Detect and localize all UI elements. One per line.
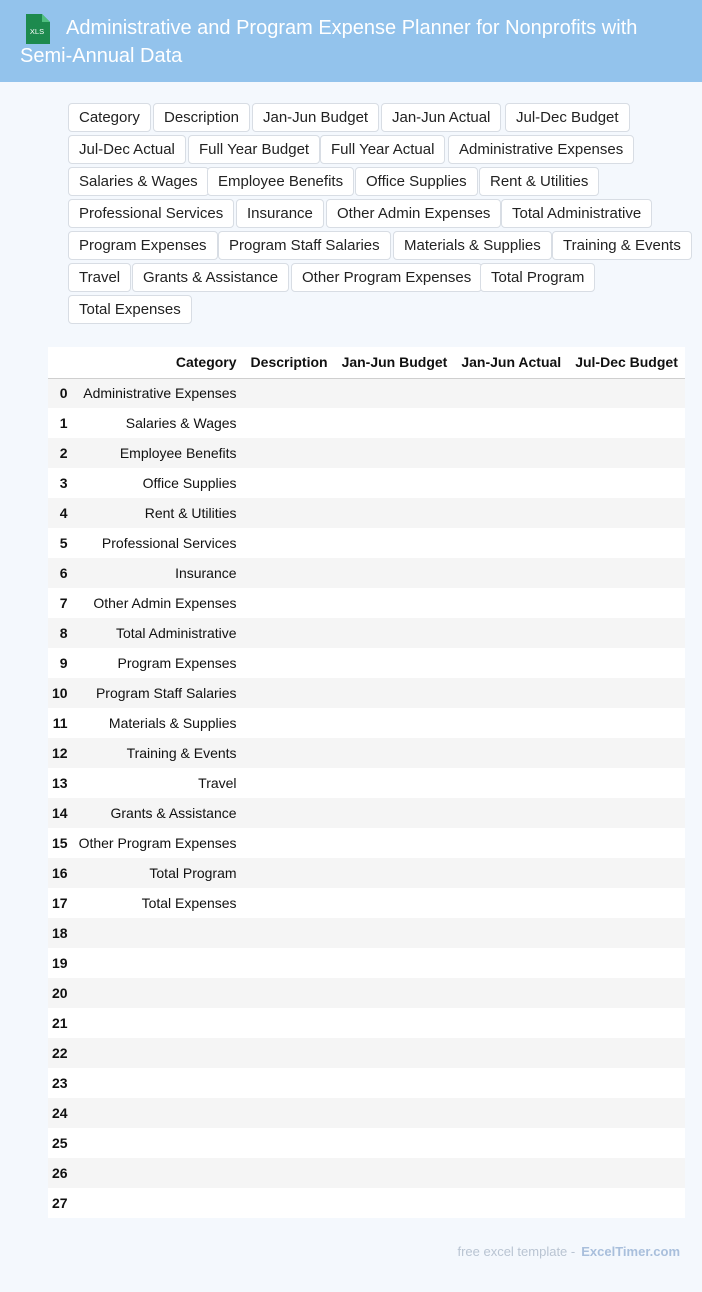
- empty-cell: [244, 798, 335, 828]
- row-index: 7: [48, 588, 72, 618]
- row-index: 18: [48, 918, 72, 948]
- column-chip[interactable]: Program Expenses: [68, 231, 218, 260]
- empty-cell: [454, 1188, 568, 1218]
- table-row[interactable]: [48, 768, 685, 798]
- category-cell: Materials & Supplies: [72, 708, 244, 738]
- category-cell: Other Program Expenses: [72, 828, 244, 858]
- column-chip[interactable]: Full Year Actual: [320, 135, 445, 164]
- row-index: 0: [48, 378, 72, 408]
- category-cell: Administrative Expenses: [72, 378, 244, 408]
- data-table: [48, 347, 685, 1218]
- category-cell: [72, 1038, 244, 1068]
- column-header[interactable]: Jul-Dec Budget: [568, 347, 685, 378]
- empty-cell: [568, 408, 685, 438]
- category-cell: [72, 1158, 244, 1188]
- empty-cell: [568, 1098, 685, 1128]
- empty-cell: [244, 978, 335, 1008]
- empty-cell: [335, 1038, 455, 1068]
- row-index: 20: [48, 978, 72, 1008]
- category-cell: [72, 1128, 244, 1158]
- row-index: 19: [48, 948, 72, 978]
- empty-cell: [335, 768, 455, 798]
- empty-cell: [244, 828, 335, 858]
- empty-cell: [454, 558, 568, 588]
- category-cell: Rent & Utilities: [72, 498, 244, 528]
- empty-cell: [244, 1038, 335, 1068]
- row-index: 21: [48, 1008, 72, 1038]
- row-index: 3: [48, 468, 72, 498]
- category-cell: [72, 1098, 244, 1128]
- empty-cell: [454, 1128, 568, 1158]
- column-header[interactable]: Jan-Jun Budget: [335, 347, 455, 378]
- column-chip[interactable]: Total Program: [480, 263, 595, 292]
- empty-cell: [454, 408, 568, 438]
- empty-cell: [244, 1158, 335, 1188]
- page-title: Administrative and Program Expense Planner for Nonprofits with Semi-Annual Data: [20, 17, 638, 67]
- empty-cell: [244, 528, 335, 558]
- column-chip[interactable]: Jul-Dec Budget: [505, 103, 630, 132]
- category-cell: [72, 1068, 244, 1098]
- column-chip[interactable]: Training & Events: [552, 231, 692, 260]
- empty-cell: [568, 1158, 685, 1188]
- empty-cell: [568, 738, 685, 768]
- empty-cell: [454, 1068, 568, 1098]
- row-index: 2: [48, 438, 72, 468]
- row-index: 17: [48, 888, 72, 918]
- empty-cell: [335, 528, 455, 558]
- empty-cell: [568, 1068, 685, 1098]
- empty-cell: [244, 1098, 335, 1128]
- table-row[interactable]: [48, 618, 685, 648]
- column-chip[interactable]: Total Expenses: [68, 295, 192, 324]
- category-cell: Total Program: [72, 858, 244, 888]
- footer-brand-link[interactable]: ExcelTimer.com: [581, 1244, 680, 1259]
- page-header: [0, 0, 702, 82]
- column-chip[interactable]: Total Administrative: [501, 199, 652, 228]
- row-index: 26: [48, 1158, 72, 1188]
- empty-cell: [568, 948, 685, 978]
- table-row[interactable]: [48, 558, 685, 588]
- column-chip[interactable]: Materials & Supplies: [393, 231, 552, 260]
- category-cell: Insurance: [72, 558, 244, 588]
- column-chip[interactable]: Other Admin Expenses: [326, 199, 501, 228]
- empty-cell: [568, 1008, 685, 1038]
- row-index: 14: [48, 798, 72, 828]
- empty-cell: [244, 858, 335, 888]
- row-index: 13: [48, 768, 72, 798]
- column-header[interactable]: Category: [72, 347, 244, 378]
- empty-cell: [568, 768, 685, 798]
- empty-cell: [568, 1128, 685, 1158]
- empty-cell: [244, 468, 335, 498]
- category-cell: Grants & Assistance: [72, 798, 244, 828]
- empty-cell: [568, 978, 685, 1008]
- empty-cell: [454, 468, 568, 498]
- column-chip[interactable]: Salaries & Wages: [68, 167, 209, 196]
- column-chip[interactable]: Jul-Dec Actual: [68, 135, 186, 164]
- empty-cell: [244, 378, 335, 408]
- empty-cell: [454, 708, 568, 738]
- empty-cell: [568, 828, 685, 858]
- table-row[interactable]: [48, 798, 685, 828]
- footer-prefix: free excel template -: [457, 1244, 576, 1259]
- category-cell: Program Staff Salaries: [72, 678, 244, 708]
- empty-cell: [335, 378, 455, 408]
- column-chip[interactable]: Category: [68, 103, 151, 132]
- column-chip[interactable]: Jan-Jun Actual: [381, 103, 501, 132]
- empty-cell: [335, 618, 455, 648]
- column-chip[interactable]: Office Supplies: [355, 167, 478, 196]
- empty-cell: [335, 1188, 455, 1218]
- empty-cell: [335, 438, 455, 468]
- empty-cell: [244, 1128, 335, 1158]
- column-header[interactable]: Jan-Jun Actual: [454, 347, 568, 378]
- empty-cell: [454, 588, 568, 618]
- table-row[interactable]: [48, 708, 685, 738]
- empty-cell: [244, 768, 335, 798]
- table-row[interactable]: [48, 1128, 685, 1158]
- empty-cell: [244, 618, 335, 648]
- category-cell: Employee Benefits: [72, 438, 244, 468]
- table-row[interactable]: [48, 378, 685, 408]
- empty-cell: [244, 1188, 335, 1218]
- empty-cell: [568, 918, 685, 948]
- empty-cell: [335, 978, 455, 1008]
- table-row[interactable]: [48, 528, 685, 558]
- data-table-container[interactable]: [52, 347, 678, 1218]
- empty-cell: [244, 558, 335, 588]
- table-row[interactable]: [48, 648, 685, 678]
- category-cell: Travel: [72, 768, 244, 798]
- empty-cell: [454, 948, 568, 978]
- category-cell: Office Supplies: [72, 468, 244, 498]
- category-cell: Training & Events: [72, 738, 244, 768]
- column-chip[interactable]: Rent & Utilities: [479, 167, 599, 196]
- column-chip[interactable]: Other Program Expenses: [291, 263, 482, 292]
- category-cell: Program Expenses: [72, 648, 244, 678]
- row-index: 22: [48, 1038, 72, 1068]
- index-column-header: [48, 347, 72, 378]
- row-index: 12: [48, 738, 72, 768]
- column-chip[interactable]: Program Staff Salaries: [218, 231, 391, 260]
- empty-cell: [568, 678, 685, 708]
- empty-cell: [454, 1038, 568, 1068]
- table-row[interactable]: [48, 948, 685, 978]
- empty-cell: [454, 1158, 568, 1188]
- row-index: 16: [48, 858, 72, 888]
- empty-cell: [454, 738, 568, 768]
- empty-cell: [244, 408, 335, 438]
- row-index: 1: [48, 408, 72, 438]
- category-cell: Total Administrative: [72, 618, 244, 648]
- row-index: 6: [48, 558, 72, 588]
- empty-cell: [244, 888, 335, 918]
- row-index: 11: [48, 708, 72, 738]
- category-cell: Salaries & Wages: [72, 408, 244, 438]
- empty-cell: [335, 1068, 455, 1098]
- empty-cell: [335, 858, 455, 888]
- column-chip[interactable]: Travel: [68, 263, 131, 292]
- empty-cell: [454, 1098, 568, 1128]
- empty-cell: [335, 1158, 455, 1188]
- empty-cell: [244, 1068, 335, 1098]
- empty-cell: [568, 378, 685, 408]
- table-row[interactable]: [48, 468, 685, 498]
- table-row[interactable]: [48, 588, 685, 618]
- column-chip[interactable]: Grants & Assistance: [132, 263, 289, 292]
- empty-cell: [335, 498, 455, 528]
- table-row[interactable]: [48, 888, 685, 918]
- row-index: 24: [48, 1098, 72, 1128]
- empty-cell: [568, 588, 685, 618]
- empty-cell: [568, 438, 685, 468]
- empty-cell: [454, 618, 568, 648]
- category-cell: [72, 1188, 244, 1218]
- empty-cell: [454, 828, 568, 858]
- row-index: 23: [48, 1068, 72, 1098]
- empty-cell: [244, 678, 335, 708]
- table-header-row: [48, 347, 685, 378]
- row-index: 15: [48, 828, 72, 858]
- column-chip[interactable]: Employee Benefits: [207, 167, 354, 196]
- empty-cell: [335, 558, 455, 588]
- empty-cell: [244, 438, 335, 468]
- table-row[interactable]: [48, 1068, 685, 1098]
- empty-cell: [568, 498, 685, 528]
- row-index: 27: [48, 1188, 72, 1218]
- table-row[interactable]: [48, 918, 685, 948]
- table-row[interactable]: [48, 738, 685, 768]
- empty-cell: [454, 798, 568, 828]
- empty-cell: [568, 558, 685, 588]
- empty-cell: [568, 1188, 685, 1218]
- table-row[interactable]: [48, 498, 685, 528]
- empty-cell: [335, 408, 455, 438]
- column-chip[interactable]: Jan-Jun Budget: [252, 103, 379, 132]
- column-chip[interactable]: Insurance: [236, 199, 324, 228]
- empty-cell: [568, 528, 685, 558]
- row-index: 5: [48, 528, 72, 558]
- empty-cell: [568, 618, 685, 648]
- empty-cell: [335, 1098, 455, 1128]
- empty-cell: [244, 918, 335, 948]
- empty-cell: [244, 648, 335, 678]
- table-row[interactable]: [48, 858, 685, 888]
- table-row[interactable]: [48, 438, 685, 468]
- empty-cell: [335, 1008, 455, 1038]
- empty-cell: [568, 858, 685, 888]
- empty-cell: [244, 588, 335, 618]
- table-row[interactable]: [48, 1038, 685, 1068]
- row-index: 25: [48, 1128, 72, 1158]
- empty-cell: [568, 798, 685, 828]
- column-chip[interactable]: Full Year Budget: [188, 135, 320, 164]
- empty-cell: [454, 768, 568, 798]
- empty-cell: [335, 468, 455, 498]
- empty-cell: [568, 1038, 685, 1068]
- category-cell: [72, 918, 244, 948]
- empty-cell: [335, 888, 455, 918]
- table-row[interactable]: [48, 1008, 685, 1038]
- column-chip[interactable]: Administrative Expenses: [448, 135, 634, 164]
- row-index: 10: [48, 678, 72, 708]
- empty-cell: [454, 498, 568, 528]
- row-index: 9: [48, 648, 72, 678]
- empty-cell: [454, 528, 568, 558]
- empty-cell: [454, 978, 568, 1008]
- empty-cell: [244, 1008, 335, 1038]
- empty-cell: [335, 738, 455, 768]
- svg-text:XLS: XLS: [29, 27, 45, 36]
- empty-cell: [454, 858, 568, 888]
- category-cell: [72, 1008, 244, 1038]
- empty-cell: [335, 1128, 455, 1158]
- empty-cell: [568, 888, 685, 918]
- table-row[interactable]: [48, 1098, 685, 1128]
- empty-cell: [454, 378, 568, 408]
- table-row[interactable]: [48, 1158, 685, 1188]
- category-cell: Professional Services: [72, 528, 244, 558]
- empty-cell: [568, 648, 685, 678]
- empty-cell: [454, 1008, 568, 1038]
- empty-cell: [454, 438, 568, 468]
- category-cell: [72, 978, 244, 1008]
- row-index: 8: [48, 618, 72, 648]
- empty-cell: [454, 918, 568, 948]
- empty-cell: [568, 468, 685, 498]
- table-row[interactable]: [48, 828, 685, 858]
- empty-cell: [335, 948, 455, 978]
- empty-cell: [335, 828, 455, 858]
- table-row[interactable]: [48, 978, 685, 1008]
- empty-cell: [335, 588, 455, 618]
- empty-cell: [244, 948, 335, 978]
- empty-cell: [454, 678, 568, 708]
- category-cell: Total Expenses: [72, 888, 244, 918]
- column-chip[interactable]: Professional Services: [68, 199, 234, 228]
- empty-cell: [244, 708, 335, 738]
- empty-cell: [335, 918, 455, 948]
- empty-cell: [244, 738, 335, 768]
- table-row[interactable]: [48, 678, 685, 708]
- empty-cell: [335, 678, 455, 708]
- row-index: 4: [48, 498, 72, 528]
- empty-cell: [454, 648, 568, 678]
- empty-cell: [454, 888, 568, 918]
- empty-cell: [335, 708, 455, 738]
- table-row[interactable]: [48, 1188, 685, 1218]
- table-row[interactable]: [48, 408, 685, 438]
- empty-cell: [568, 708, 685, 738]
- footer-credit: [457, 1244, 680, 1259]
- category-cell: [72, 948, 244, 978]
- column-header[interactable]: Description: [244, 347, 335, 378]
- column-chip[interactable]: Description: [153, 103, 250, 132]
- empty-cell: [335, 648, 455, 678]
- empty-cell: [244, 498, 335, 528]
- category-cell: Other Admin Expenses: [72, 588, 244, 618]
- empty-cell: [335, 798, 455, 828]
